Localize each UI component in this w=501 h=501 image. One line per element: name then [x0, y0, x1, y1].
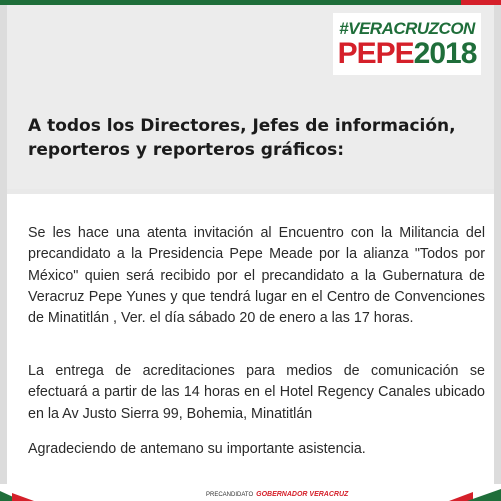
footer-small-label: PRECANDIDATO: [206, 492, 254, 498]
footer-signature: [206, 491, 348, 498]
logo-year: 2018: [413, 36, 477, 70]
right-margin: [494, 5, 501, 501]
footer-stripe-red-left: [12, 493, 34, 501]
logo-name: PEPE: [337, 36, 414, 70]
logo-hashtag: #VERACRUZCON: [339, 18, 475, 38]
campaign-logo: [333, 13, 481, 75]
invitation-footer: [0, 484, 501, 501]
footer-title: GOBERNADOR VERACRUZ: [256, 491, 349, 498]
logo-wordmark: [337, 36, 477, 70]
invitation-paragraph: Se les hace una atenta invitación al Encuentro con la Militancia del precandidato a la Presidencia Pepe Meade por la alianza "Todos por México" quien será recibido por el precandidato a la Gubernatura de Veracruz Pepe Yunes y que tendrá lugar en el Centro de Convenciones de Minatitlán , Ver. el día sábado 20 de enero a las 17 horas.: [28, 225, 485, 327]
invitation-body: [7, 194, 494, 484]
invitation-headline: A todos los Directores, Jefes de información, reporteros y reporteros gráficos:: [28, 116, 456, 160]
closing-paragraph: Agradeciendo de antemano su importante asistencia.: [28, 441, 366, 457]
left-margin: [0, 5, 7, 501]
accreditation-paragraph: La entrega de acreditaciones para medios de comunicación se efectuará a partir de las 14 horas en el Hotel Regency Canales ubicado en la Av Justo Sierra 99, Bohemia, Minatitlán: [28, 363, 485, 422]
footer-stripe-green-right: [467, 489, 501, 501]
